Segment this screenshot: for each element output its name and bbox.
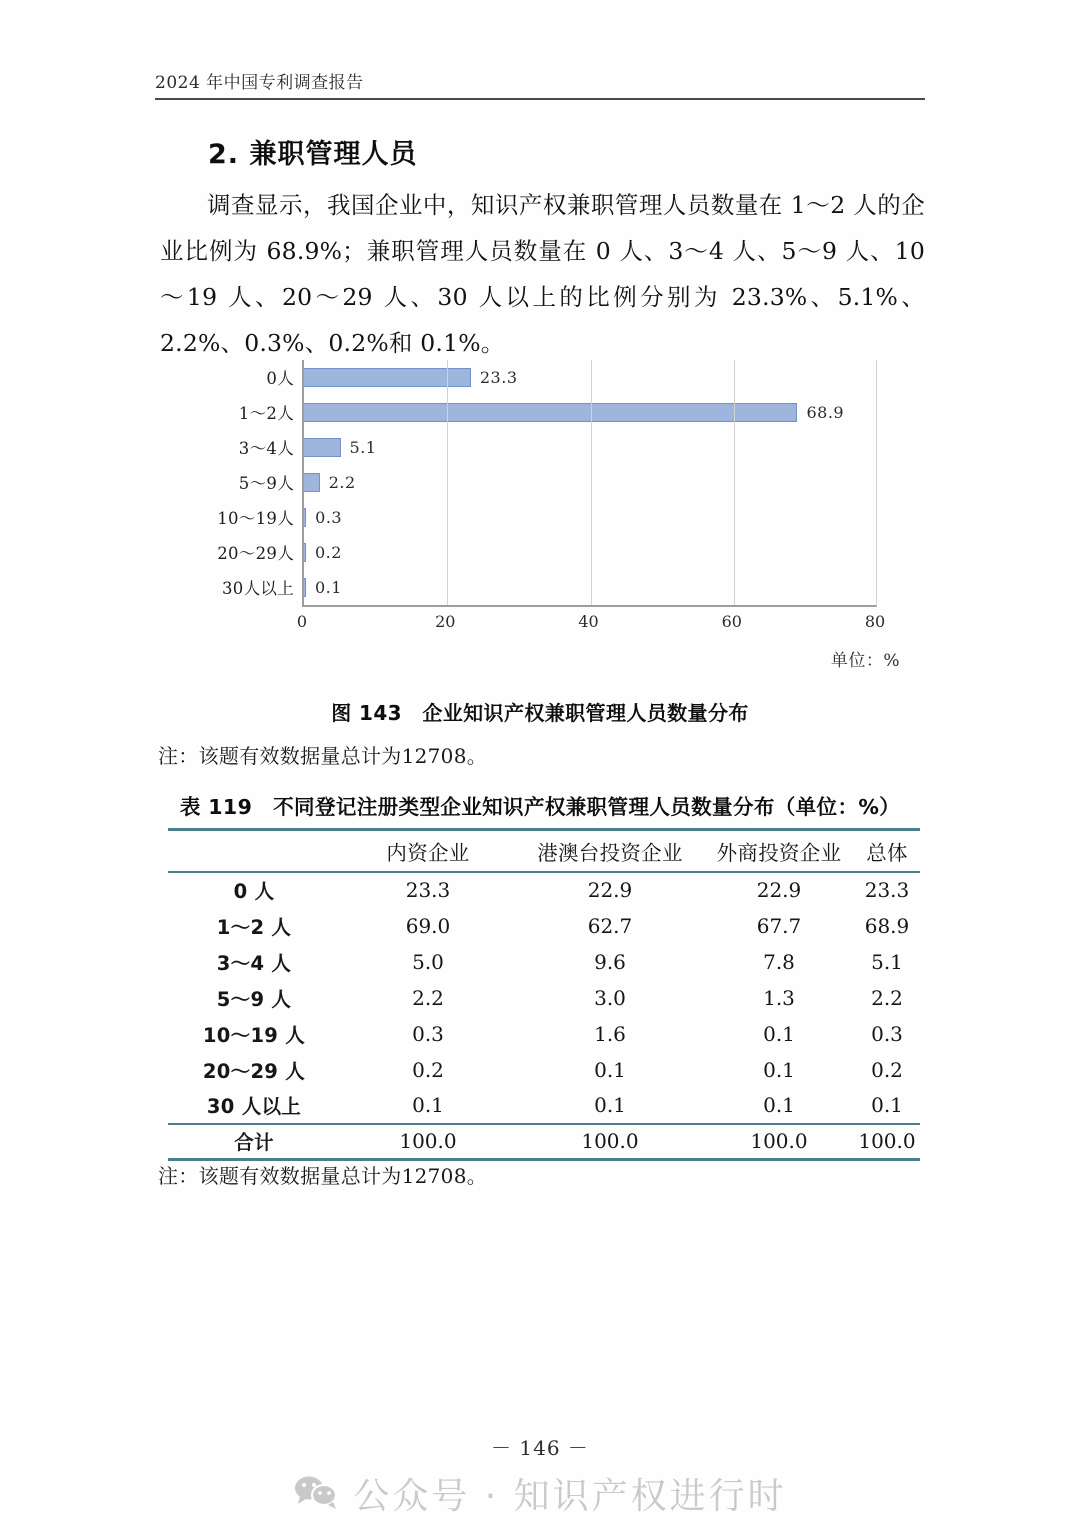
table-row-label: 0 人 (233, 880, 275, 903)
table-cell: 0.2 (871, 1057, 903, 1082)
data-table (168, 828, 920, 1161)
table-column-header: 外商投资企业 (716, 840, 842, 865)
table-cell: 3.0 (594, 985, 626, 1010)
table-row (168, 1052, 920, 1088)
header-divider (155, 98, 925, 100)
table-cell: 23.3 (405, 878, 451, 902)
table-cell: 68.9 (864, 913, 910, 938)
table-cell: 0.1 (763, 1021, 795, 1046)
chart-bar-value: 5.1 (349, 438, 377, 458)
chart-x-tick: 60 (721, 612, 742, 631)
table-row (168, 980, 920, 1016)
chart-plot-area (302, 360, 877, 607)
table-row (168, 908, 920, 944)
running-head-text: 2024 年中国专利调查报告 (155, 73, 364, 93)
table-cell: 0.1 (594, 1057, 626, 1082)
table-row-label: 3～4 人 (216, 951, 292, 975)
chart-bar-value: 23.3 (479, 368, 518, 388)
chart-bar-value: 0.2 (315, 543, 342, 563)
table-caption: 表 119 不同登记注册类型企业知识产权兼职管理人员数量分布（单位：%） (179, 795, 901, 819)
table-row-label: 10～19 人 (202, 1023, 306, 1047)
table-cell: 1.6 (594, 1021, 626, 1046)
chart-bar-value: 0.1 (315, 578, 342, 598)
page-number: － 146 － (491, 1436, 589, 1460)
figure-note: 注：该题有效数据量总计为12708。 (158, 744, 488, 768)
chart-bar (304, 508, 306, 527)
table-total-label: 合计 (168, 1124, 340, 1160)
table-cell: 9.6 (594, 949, 626, 974)
table-cell: 0.1 (763, 1057, 795, 1082)
table-cell: 0.1 (763, 1093, 795, 1117)
table-total-cell: 100.0 (854, 1124, 920, 1160)
table-row-label: 20～29 人 (202, 1059, 306, 1083)
table-row-label: 30 人以上 (206, 1095, 302, 1118)
table-cell: 69.0 (405, 913, 451, 938)
table-body (168, 872, 920, 1160)
table-row (168, 1088, 920, 1124)
table-cell: 7.8 (763, 949, 795, 974)
chart-category-label: 1～2人 (238, 403, 294, 423)
chart-bar-value: 0.3 (315, 508, 343, 528)
body-paragraph: 调查显示，我国企业中，知识产权兼职管理人员数量在 1～2 人的企业比例为 68.9%；兼职管理人员数量在 0 人、3～4 人、5～9 人、10～19 人、20～29 人、30 人以上的比例分别为 23.3%、5.1%、2.2%、0.3%、0.2%和 0.1%。 (160, 191, 925, 357)
chart-bar (304, 578, 306, 597)
chart-category-label: 10～19人 (217, 508, 294, 528)
chart-category-label: 3～4人 (238, 438, 294, 458)
wechat-icon (293, 1474, 339, 1514)
chart-unit-label: 单位：% (830, 651, 900, 671)
chart-bar (304, 543, 306, 562)
table-total-row (168, 1124, 920, 1160)
table-cell: 5.0 (412, 949, 444, 974)
chart-x-tick: 80 (864, 612, 886, 631)
table-cell: 0.3 (412, 1021, 444, 1046)
table-cell: 22.9 (587, 878, 633, 902)
table-total-cell: 100.0 (516, 1124, 704, 1160)
table-row (168, 872, 920, 908)
table-cell: 62.7 (587, 913, 633, 938)
running-head (155, 68, 925, 100)
table-column-header: 总体 (866, 840, 908, 865)
table-header (168, 830, 920, 872)
chart-x-tick: 20 (435, 612, 456, 631)
watermark-text: 公众号 · 知识产权进行时 (353, 1476, 787, 1517)
table-cell: 0.3 (871, 1021, 903, 1046)
table-row (168, 944, 920, 980)
chart-category-label: 30人以上 (222, 578, 294, 598)
chart-x-tick: 0 (296, 612, 308, 631)
table-total-cell: 100.0 (704, 1124, 854, 1160)
table-note: 注：该题有效数据量总计为12708。 (158, 1164, 488, 1188)
table-cell: 67.7 (756, 913, 802, 938)
table-corner-header (168, 830, 340, 872)
chart-bar (304, 473, 320, 492)
table-cell: 0.1 (871, 1093, 903, 1117)
table-total-cell: 100.0 (340, 1124, 516, 1160)
chart-gridline (734, 360, 735, 605)
table-column-header: 内资企业 (386, 840, 470, 865)
chart-category-label: 5～9人 (238, 473, 294, 493)
table-cell: 0.2 (412, 1057, 444, 1082)
chart-bar (304, 438, 341, 457)
section-heading: 2. 兼职管理人员 (208, 139, 418, 170)
chart-bar (304, 403, 797, 422)
table-column-header: 港澳台投资企业 (537, 840, 683, 865)
chart-bar (304, 368, 471, 387)
bar-chart (200, 358, 900, 671)
watermark (0, 1468, 1080, 1519)
table-row-label: 1～2 人 (216, 915, 292, 939)
table-cell: 2.2 (871, 985, 903, 1010)
figure-caption: 图 143 企业知识产权兼职管理人员数量分布 (331, 701, 749, 725)
table-cell: 23.3 (864, 878, 910, 902)
chart-x-tick: 40 (578, 612, 599, 631)
table-row (168, 1016, 920, 1052)
table-row-label: 5～9 人 (216, 987, 292, 1011)
table-cell: 2.2 (412, 985, 444, 1010)
chart-category-label: 0人 (266, 368, 294, 388)
chart-gridline (447, 360, 448, 605)
chart-gridline (591, 360, 592, 605)
table-cell: 0.1 (412, 1093, 444, 1117)
table-cell: 5.1 (871, 949, 903, 974)
chart-bar-value: 2.2 (328, 473, 356, 493)
table-header-row (168, 830, 920, 872)
table-cell: 22.9 (756, 878, 802, 902)
chart-bar-value: 68.9 (806, 403, 845, 423)
table-cell: 1.3 (763, 985, 795, 1010)
chart-category-label: 20～29人 (217, 543, 294, 563)
table-cell: 0.1 (594, 1093, 626, 1117)
